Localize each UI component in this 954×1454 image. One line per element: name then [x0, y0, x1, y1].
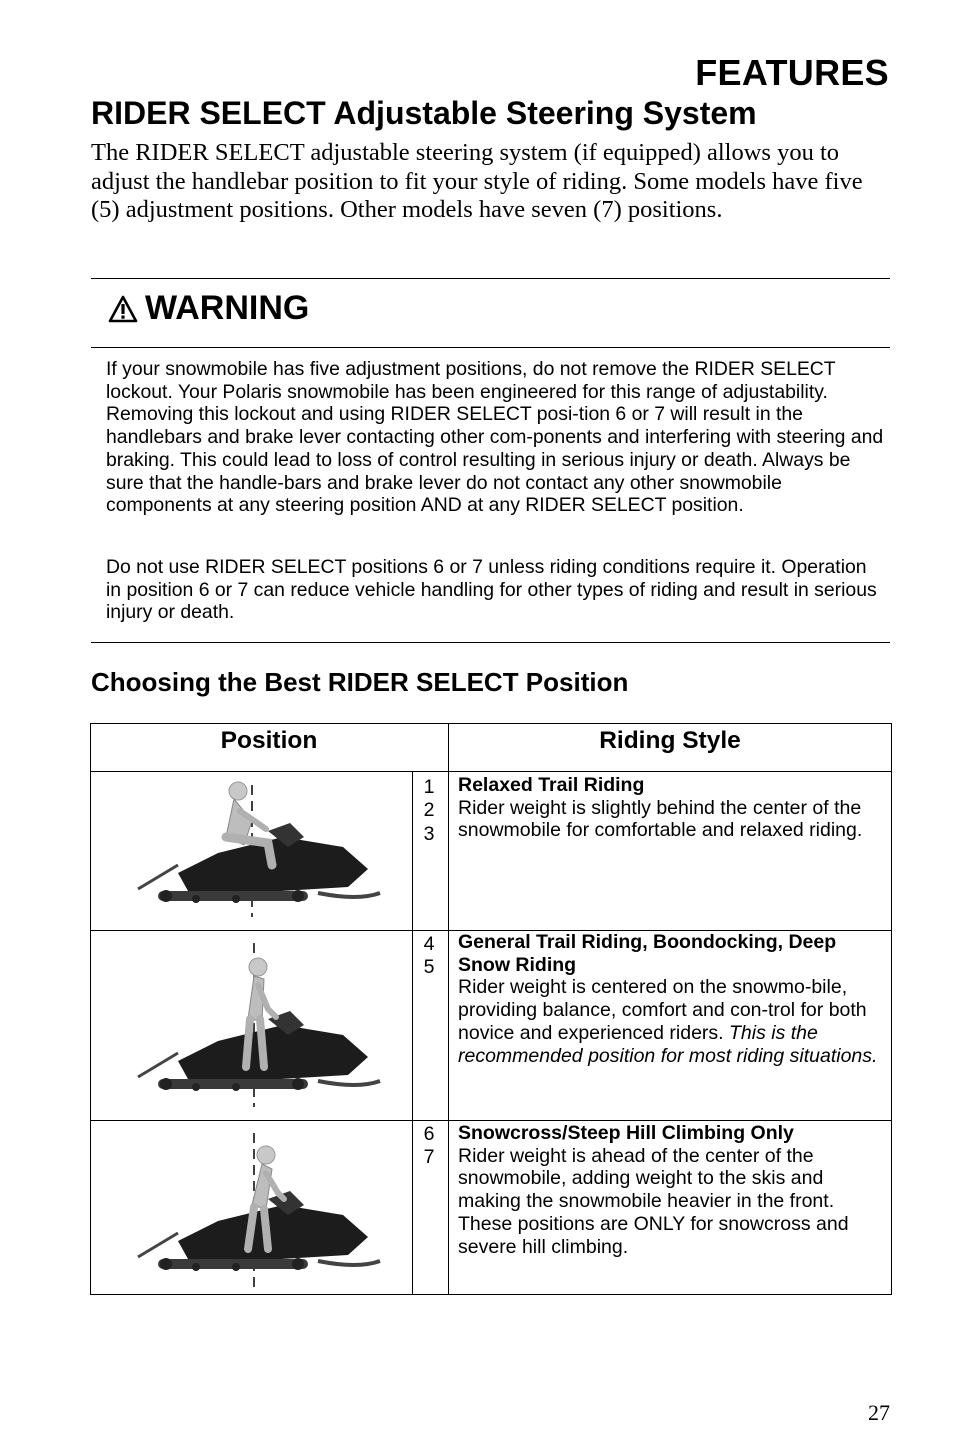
warning-paragraph-1: If your snowmobile has five adjustment positions, do not remove the RIDER SELECT lockout. Your Polaris snowmobile has been engineered for this range of adjustability. Removing this lockout and using RIDER SELECT posi-tion 6 or 7 will result in the handlebars and brake lever contacting other com-ponents and interfering with steering and braking. This could lead to loss of control resulting in serious injury or death. Always be sure that the handle-bars and brake lever do not contact any other snowmobile components at any steering position AND at any RIDER SELECT position. [106, 358, 884, 517]
position-number: 6 [423, 1123, 435, 1145]
warning-triangle-icon [108, 295, 138, 323]
position-numbers-row-3 [414, 1123, 444, 1168]
position-number: 3 [423, 823, 435, 846]
header-position: Position [220, 727, 318, 754]
position-table [90, 723, 892, 1295]
section-subtitle: Choosing the Best RIDER SELECT Position [91, 667, 629, 697]
riding-style-note: This is the recommended position for most riding situations. [458, 1021, 878, 1067]
image-column-divider [412, 771, 413, 1295]
position-number: 1 [423, 776, 435, 798]
riding-style-title: Relaxed Trail Riding [458, 774, 645, 796]
warning-header-rule [91, 347, 890, 348]
riding-style-text: Rider weight is slightly behind the center of the snowmobile for comfortable and relaxed riding. [458, 796, 863, 842]
position-number: 4 [423, 933, 435, 955]
header-row-divider [90, 771, 892, 772]
riding-style-text-block [458, 976, 883, 1067]
table-border-right [891, 723, 892, 1295]
riding-style-text: Rider weight is centered on the snowmo-bile, providing balance, comfort and con-trol for both novice and experienced riders. [458, 976, 867, 1044]
position-number: 5 [423, 955, 435, 978]
riding-style-title: General Trail Riding, Boondocking, Deep Snow Riding [458, 931, 837, 976]
table-border-top [90, 723, 892, 724]
page-number: 27 [868, 1400, 890, 1425]
position-numbers-row-2 [414, 933, 444, 978]
warning-top-rule [91, 278, 890, 279]
position-number: 2 [423, 798, 435, 821]
position-number: 7 [423, 1145, 435, 1168]
snowmobile-rider-standing-illustration [118, 939, 388, 1116]
snowmobile-rider-forward-illustration [118, 1129, 388, 1296]
riding-style-cell-1 [458, 774, 883, 842]
section-header: FEATURES [695, 52, 889, 93]
riding-style-cell-3 [458, 1122, 883, 1258]
warning-paragraph-2: Do not use RIDER SELECT positions 6 or 7 unless riding conditions require it. Operation in position 6 or 7 can reduce vehicle handling for other types of riding and result in serious injury or death. [106, 556, 877, 624]
position-numbers-row-1 [414, 776, 444, 846]
table-border-left [90, 723, 91, 1295]
column-divider [448, 723, 449, 1295]
warning-heading [108, 289, 309, 328]
warning-bottom-rule [91, 642, 890, 643]
intro-paragraph: The RIDER SELECT adjustable steering system (if equipped) allows you to adjust the handlebar position to fit your style of riding. Some models have five (5) adjustment positions. Other models have seven (7) positions. [91, 139, 863, 224]
row-divider-2 [90, 1120, 892, 1121]
riding-style-text: Rider weight is ahead of the center of the snowmobile, adding weight to the skis and making the snowmobile heavier in the front. These positions are ONLY for snowcross and severe hill climbing. [458, 1144, 849, 1258]
riding-style-title: Snowcross/Steep Hill Climbing Only [458, 1122, 794, 1144]
snowmobile-rider-seated-illustration [118, 781, 388, 926]
header-riding-style: Riding Style [599, 727, 741, 754]
page-title: RIDER SELECT Adjustable Steering System [91, 95, 757, 131]
riding-style-cell-2 [458, 931, 883, 1067]
warning-title: WARNING [145, 289, 310, 327]
